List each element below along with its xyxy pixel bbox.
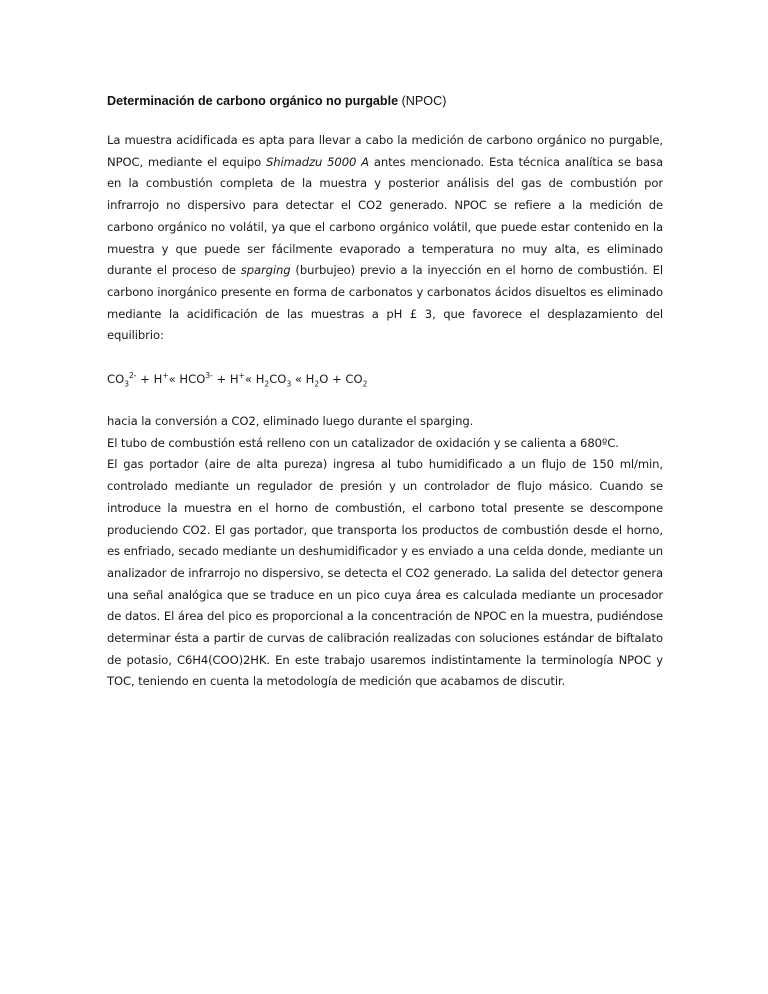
paragraph-carrier-gas: El gas portador (aire de alta pureza) ingresa al tubo humidificado a un flujo de 150 ml/min, controlado mediante un regulador de presión y un controlador de flujo másico. Cuando se introduce la muestra en el horno de combustión, el carbono total presente se descompone produciendo CO2. El gas portador, que transporta los productos de combustión desde el horno, es enfriado, secado mediante un deshumidificador y es enviado a una celda donde, mediante un analizador de infrarrojo no dispersivo, se detecta el CO2 generado. La salida del detector genera una señal analógica que se traduce en un pico cuya área es calculada mediante un procesador de datos. El área del pico es proporcional a la concentración de NPOC en la muestra, pudiéndose determinar ésta a partir de curvas de calibración realizadas con soluciones estándar de biftalato de potasio, C6H4(COO)2HK. En este trabajo usaremos indistintamente la terminología NPOC y TOC, teniendo en cuenta la metodología de medición que acabamos de discutir. <box>107 457 663 689</box>
paragraph-npoc-intro <box>107 130 663 347</box>
paragraph-line-conversion: hacia la conversión a CO2, eliminado luego durante el sparging. <box>107 414 474 429</box>
document-content <box>107 90 663 693</box>
section-title <box>107 90 663 112</box>
paragraph-text: (burbujeo) previo a la inyección en el horno de combustión. El carbono inorgánico presente en forma de carbonatos y carbonatos ácidos disueltos es eliminado mediante la acidificación de las muestras a pH £ 3, que favorece el desplazamiento del equilibrio: <box>107 263 663 343</box>
section-title-abbrev: (NPOC) <box>401 94 447 108</box>
equipment-name: Shimadzu 5000 A <box>265 154 369 169</box>
paragraph-line-tube: El tubo de combustión está relleno con un catalizador de oxidación y se calienta a 680ºC. <box>107 435 619 450</box>
paragraph-text: La muestra acidificada es apta para llevar a cabo la medición de carbono orgánico no purgable, NPOC, mediante el equipo <box>107 133 663 169</box>
paragraph-text: antes mencionado. Esta técnica analítica se basa en la combustión completa de la muestra y posterior análisis del gas de combustión por infrarrojo no dispersivo para detectar el CO2 generado. NPOC se refiere a la medición de carbono orgánico no volátil, ya que el carbono orgánico volátil, que puede estar contenido en la muestra y que puede ser fácilmente evaporado a temperatura no muy alta, es eliminado durante el proceso de <box>107 154 663 278</box>
sparging-term: sparging <box>240 263 291 278</box>
chemical-equilibrium-equation: $CO_3^{2-}$ + H+« $HCO^{3-}$ + H+« $H_2CO_3$ « $H_2O + CO_2$ <box>107 371 368 389</box>
section-title-main: Determinación de carbono orgánico no purgable <box>107 94 399 108</box>
paragraph-combustion-process <box>107 411 663 693</box>
